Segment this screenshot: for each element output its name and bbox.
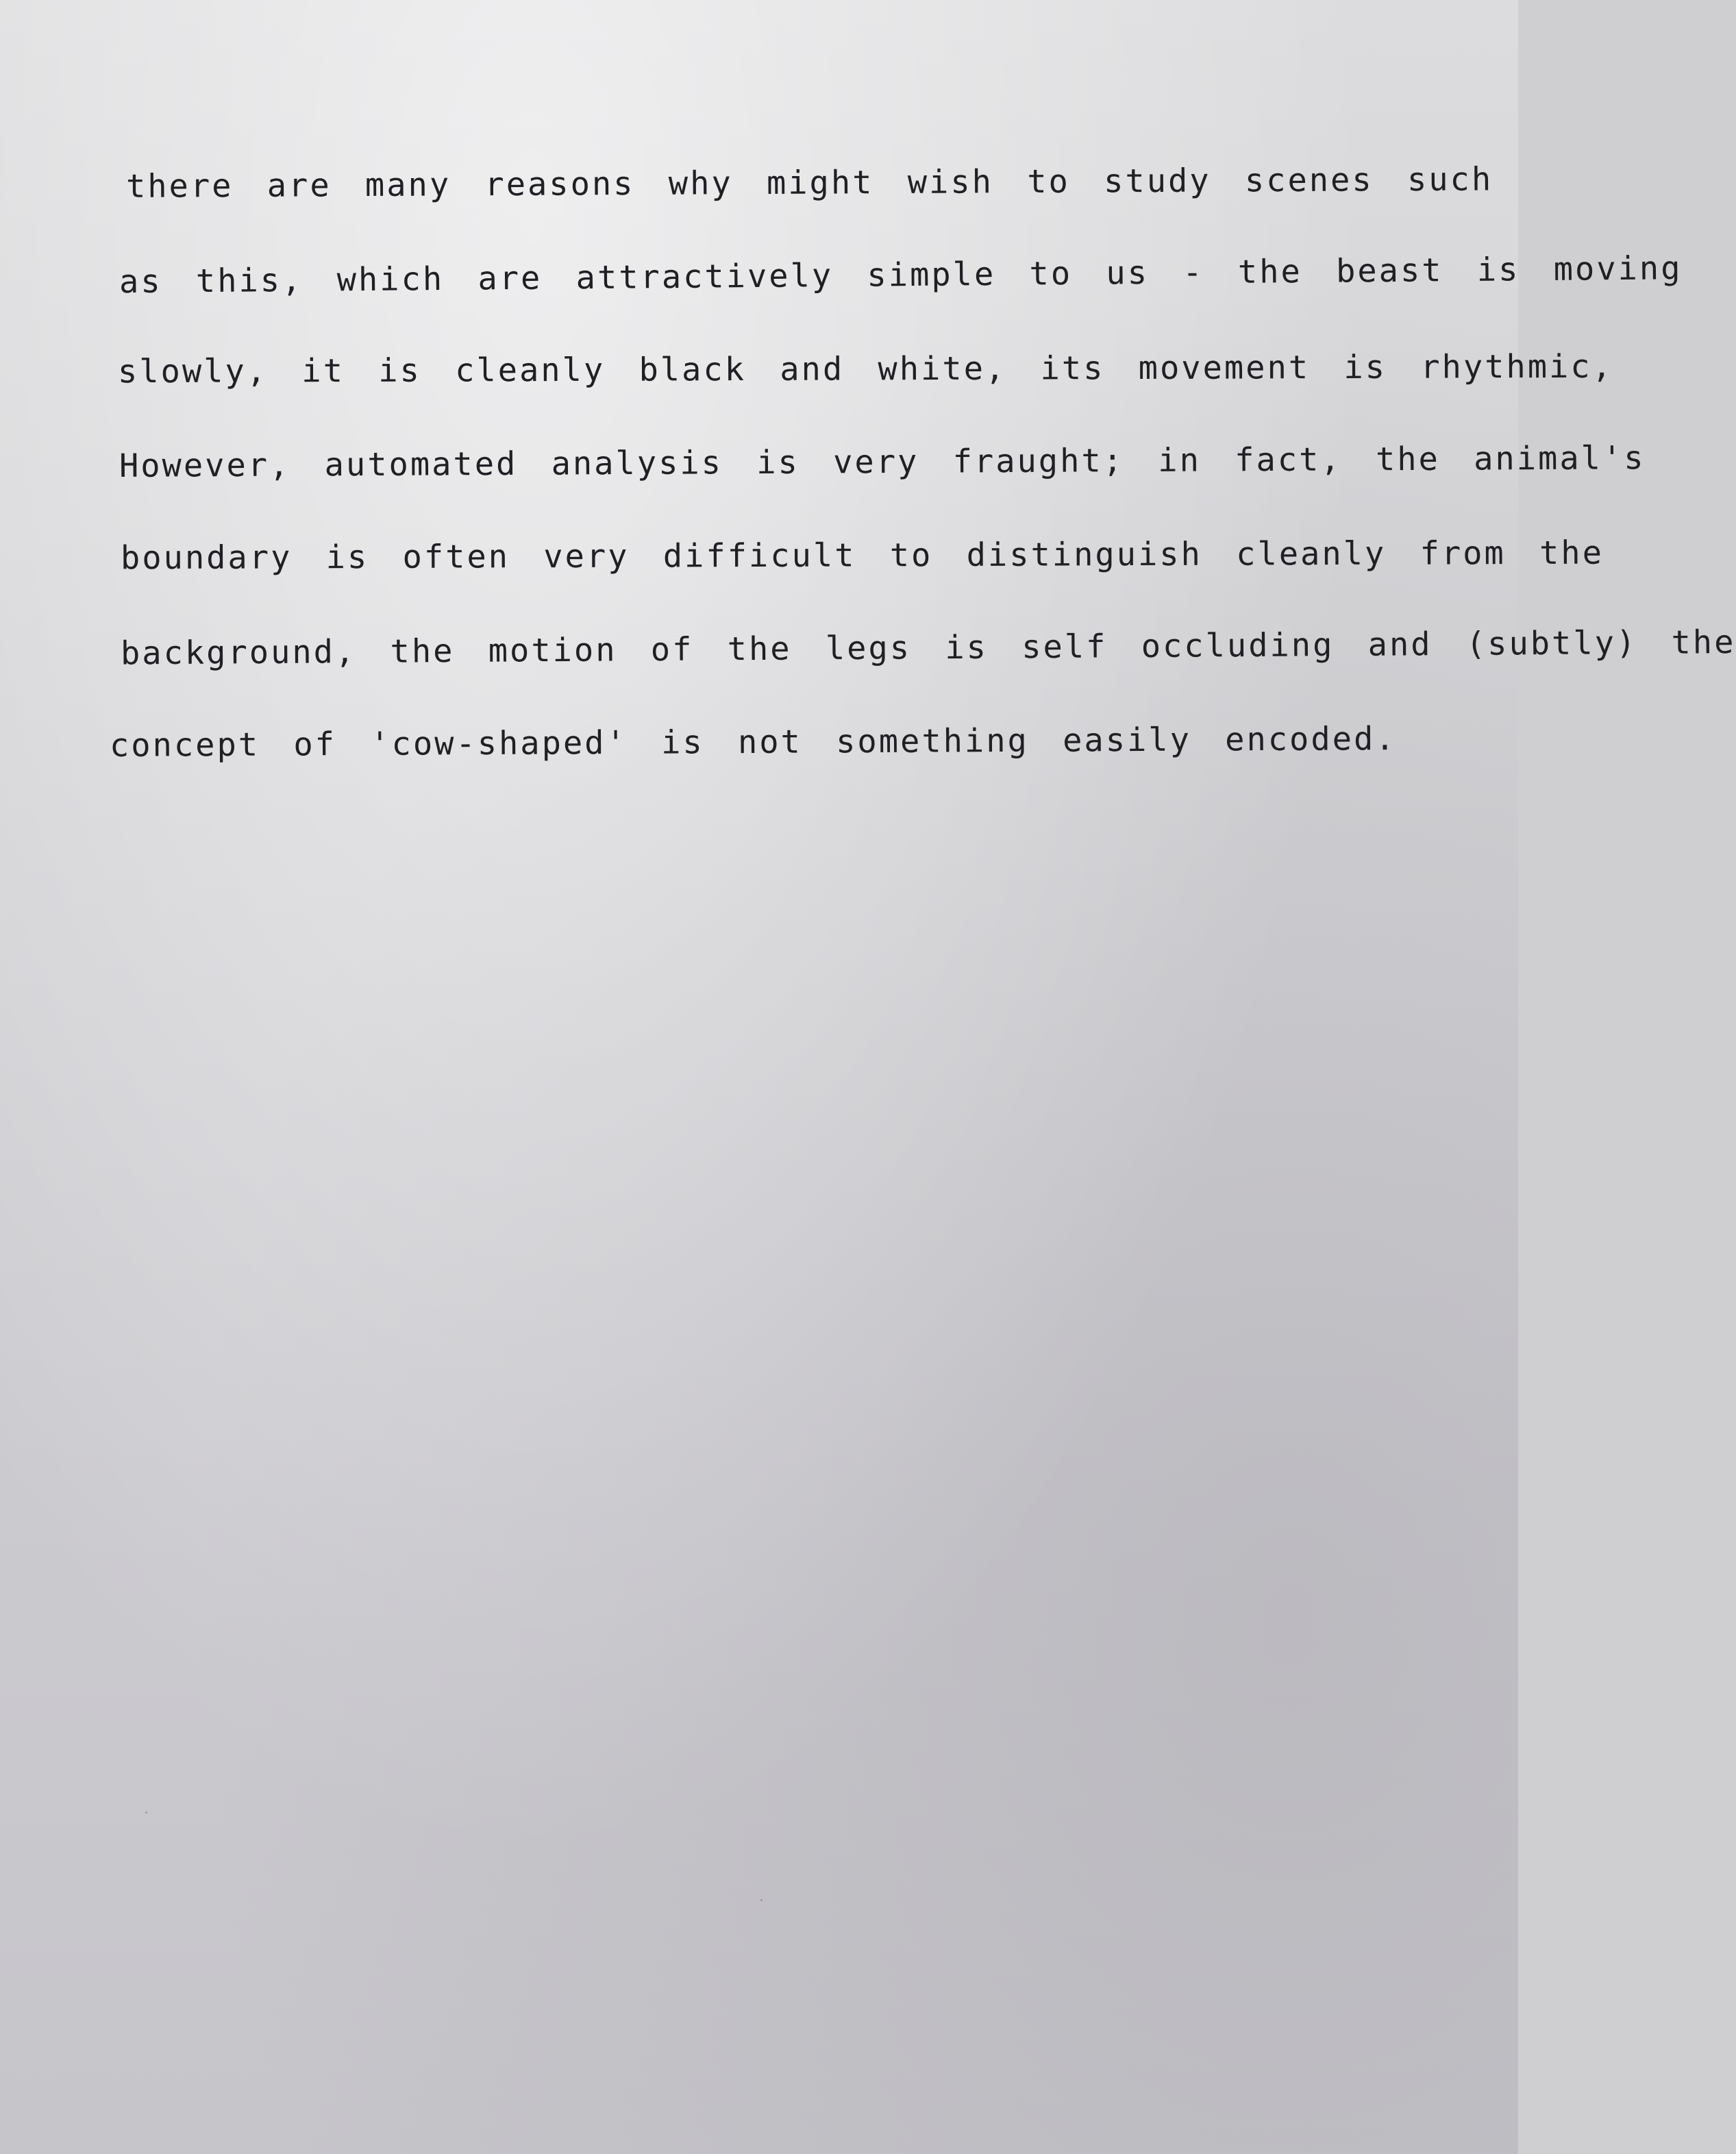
text-line-4: However, automated analysis is very fraught; in fact, the animal's <box>119 439 1646 485</box>
text-line-5: boundary is often very difficult to distinguish cleanly from the <box>120 534 1604 578</box>
paper-speck <box>145 1811 147 1813</box>
paper-speck <box>760 1899 762 1901</box>
text-line-2: as this, which are attractively simple to us - the beast is moving <box>119 249 1683 301</box>
handwritten-text-block <box>109 137 1736 789</box>
text-line-1: there are many reasons why might wish to study scenes such <box>125 160 1493 206</box>
text-line-7: concept of 'cow-shaped' is not something easily encoded. <box>109 720 1397 765</box>
text-line-6: background, the motion of the legs is self occluding and (subtly) the <box>120 623 1736 673</box>
text-line-3: slowly, it is cleanly black and white, its movement is rhythmic, <box>117 347 1614 391</box>
